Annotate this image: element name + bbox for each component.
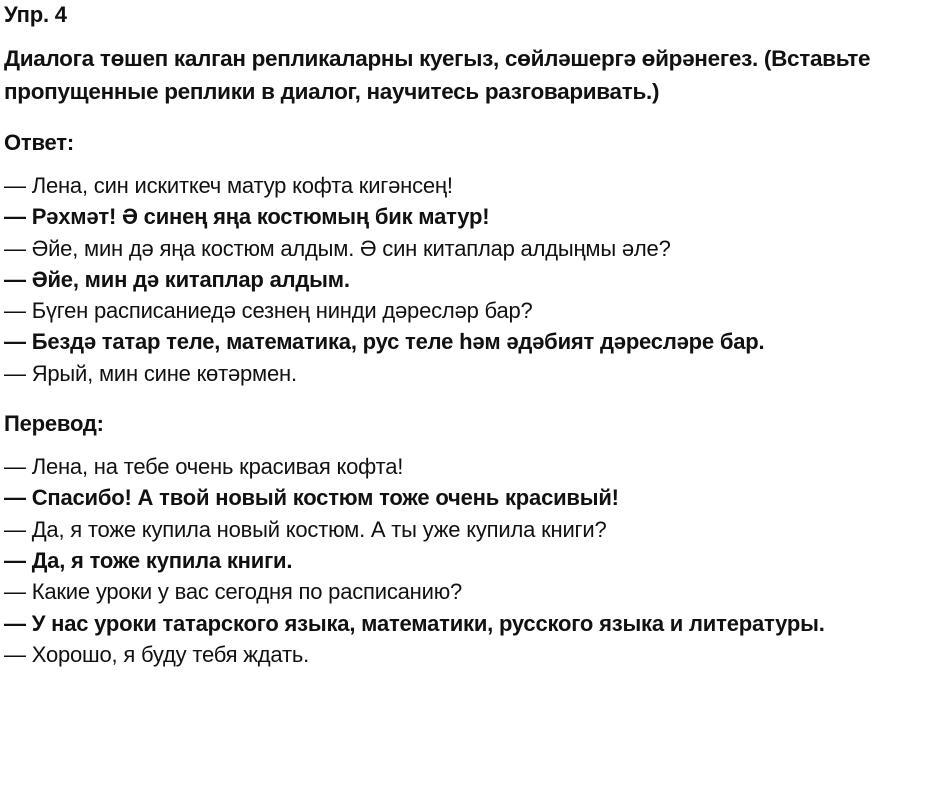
answer-dialogue [4,170,922,389]
translation-heading: Перевод: [4,411,104,437]
translation-line-1: — Лена, на тебе очень красивая кофта! [4,454,404,480]
exercise-task: Диалога төшеп калган репликаларны куегыз, сөйләшергә өйрәнегез. (Вставьте пропущенные реплики в диалог, научитесь разговаривать.) [4,46,871,104]
answer-line-6: — Бездә татар теле, математика, рус теле һәм әдәбият дәресләре бар. [4,329,765,355]
translation-line-3: — Да, я тоже купила новый костюм. А ты уже купила книги? [4,516,607,542]
answer-line-4: — Әйе, мин дә китаплар алдым. [4,266,350,292]
translation-line-7: — Хорошо, я буду тебя ждать. [4,641,310,667]
answer-line-5: — Бүген расписаниедә сезнең нинди дәресләр бар? [4,298,533,324]
translation-line-6: — У нас уроки татарского языка, математики, русского языка и литературы. [4,610,825,636]
translation-dialogue [4,451,922,670]
answer-line-7: — Ярый, мин сине көтәрмен. [4,360,297,386]
answer-line-3: — Әйе, мин дә яңа костюм алдым. Ә син китаплар алдыңмы әле? [4,235,671,261]
translation-line-2: — Спасибо! А твой новый костюм тоже очень красивый! [4,485,619,511]
answer-line-1: — Лена, син искиткеч матур кофта кигәнсең! [4,173,453,198]
translation-line-5: — Какие уроки у вас сегодня по расписанию? [4,579,463,605]
translation-line-4: — Да, я тоже купила книги. [4,547,293,573]
exercise-title: Упр. 4 [4,2,67,27]
exercise-page [0,2,926,802]
answer-line-2: — Рәхмәт! Ә синең яңа костюмың бик матур! [4,204,490,230]
answer-heading: Ответ: [4,130,74,155]
